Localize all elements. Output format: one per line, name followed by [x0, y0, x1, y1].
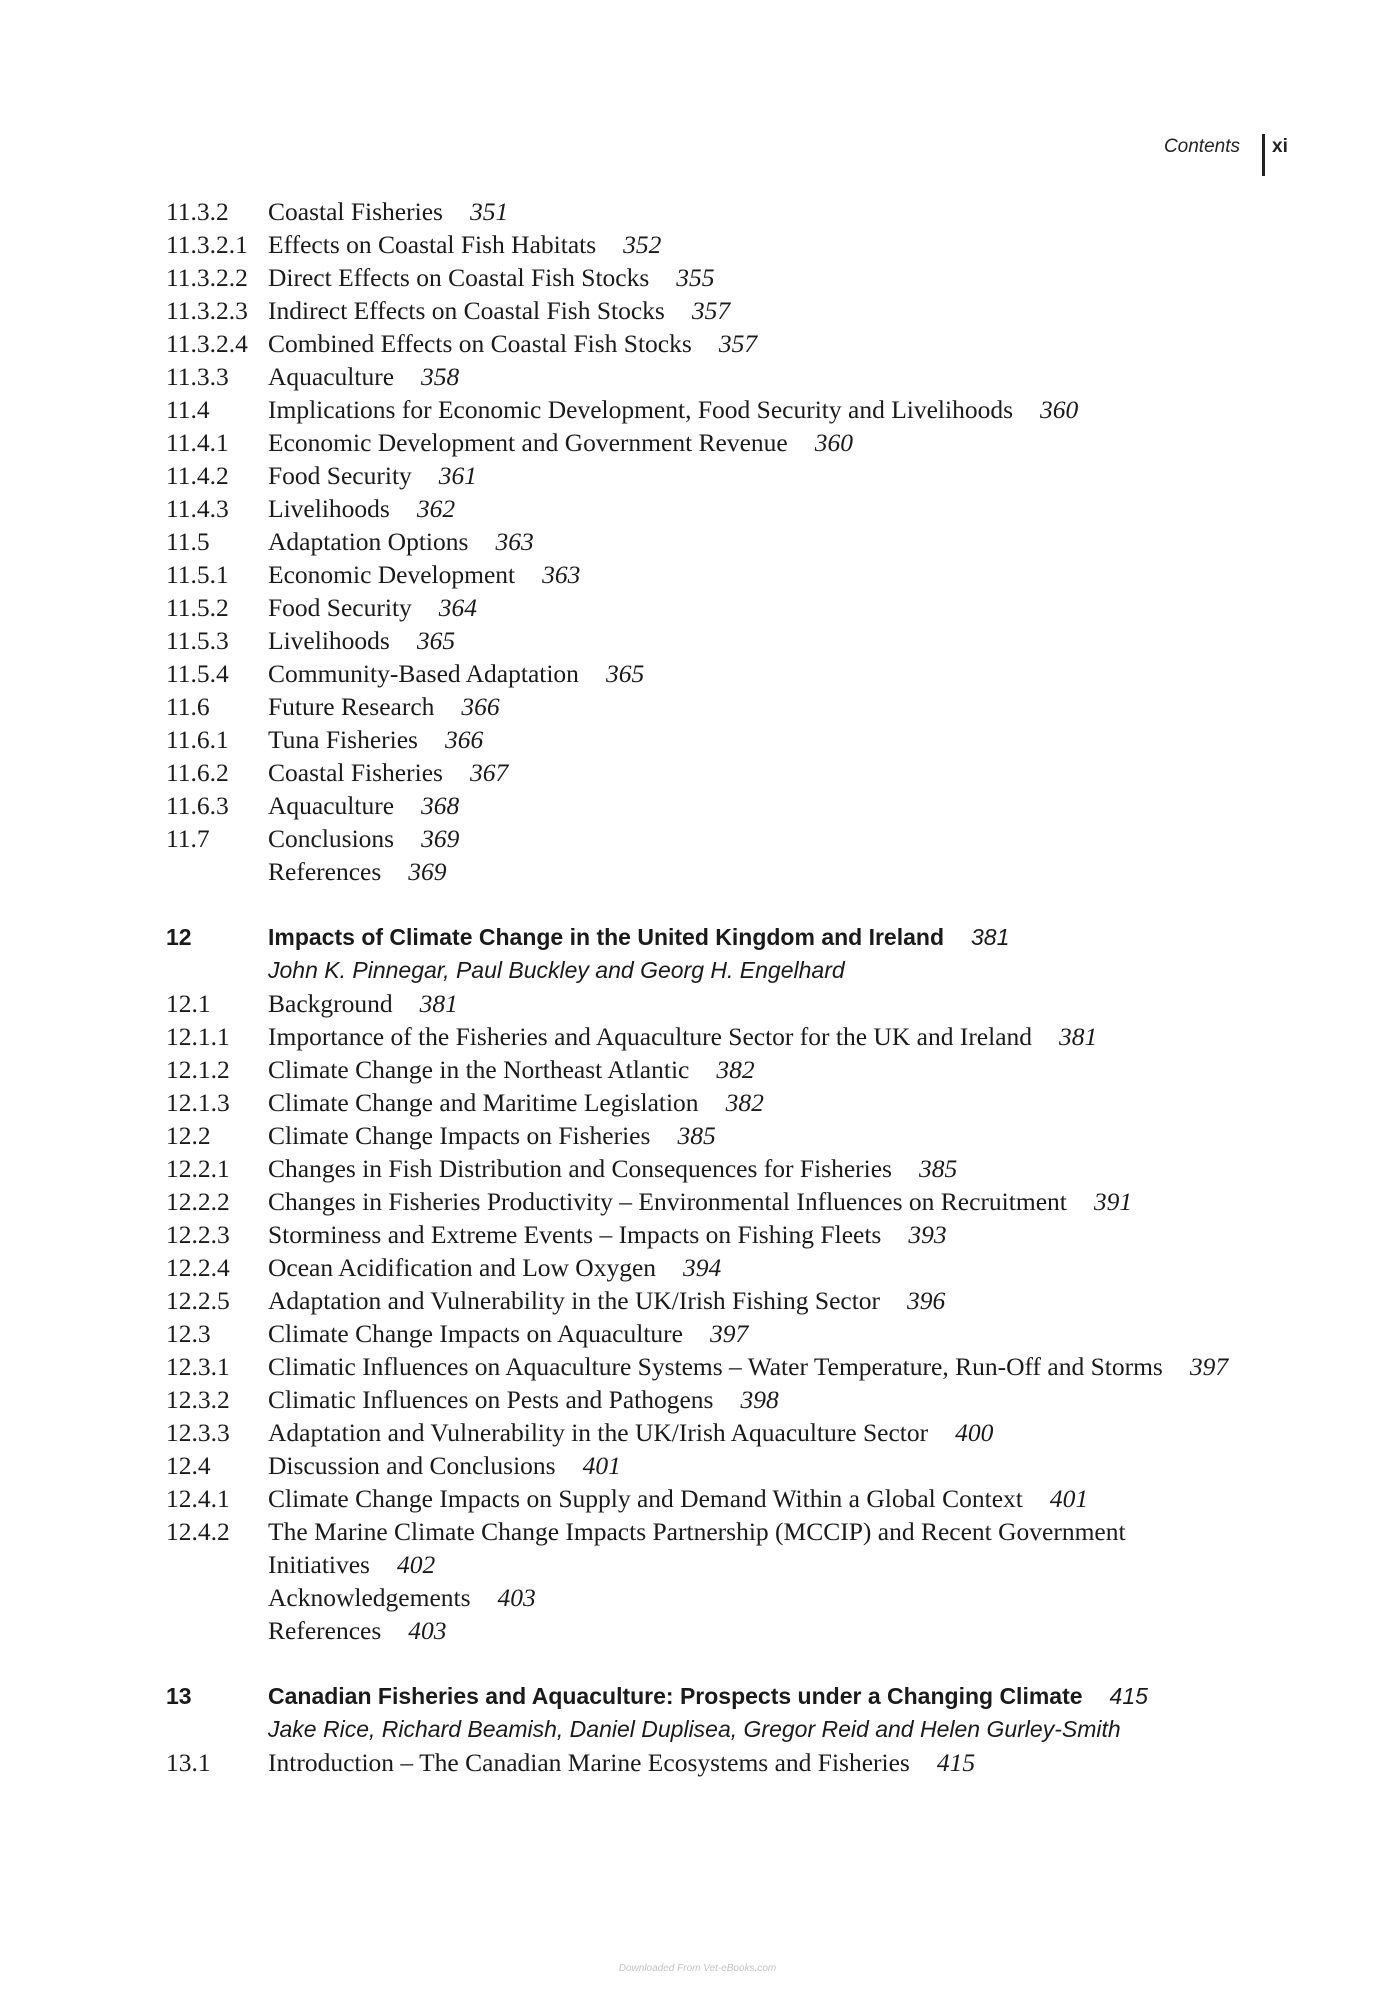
entry-page: 352 — [623, 230, 662, 259]
entry-title: Tuna Fisheries — [268, 725, 418, 754]
entry-title: Livelihoods — [268, 626, 390, 655]
entry-number: 11.6.3 — [166, 791, 229, 820]
entry-page: 361 — [438, 461, 478, 490]
entry-page: 397 — [709, 1319, 749, 1348]
download-watermark: Downloaded From Vet-eBooks.com — [618, 1963, 777, 1974]
toc-entry[interactable] — [166, 1119, 1296, 1152]
toc-entry[interactable] — [166, 1449, 1296, 1482]
entry-title: Economic Development and Government Revenue — [268, 428, 788, 457]
entry-title: Ocean Acidification and Low Oxygen — [268, 1253, 657, 1282]
entry-page: 366 — [444, 725, 484, 754]
entry-page: 382 — [716, 1055, 755, 1084]
entry-title: Aquaculture — [268, 362, 395, 391]
entry-title: Background — [268, 989, 393, 1018]
toc-entry[interactable] — [166, 492, 1296, 525]
entry-number: 11.4.1 — [166, 428, 229, 457]
toc-entry[interactable] — [166, 1317, 1296, 1350]
entry-number: 11.3.2.4 — [166, 329, 248, 358]
entry-number: 12.1 — [166, 989, 211, 1018]
entry-title: References — [268, 1616, 382, 1645]
entry-number: 12.3.2 — [166, 1385, 230, 1414]
chapter-page: 381 — [971, 924, 1010, 950]
entry-number: 12.4 — [166, 1451, 211, 1480]
entry-title: Coastal Fisheries — [268, 758, 443, 787]
toc-entry[interactable] — [166, 393, 1296, 426]
chapter-13-entries — [166, 1746, 1296, 1779]
toc-entry[interactable] — [166, 426, 1296, 459]
entry-number: 12.3.3 — [166, 1418, 230, 1447]
entry-page: 363 — [542, 560, 581, 589]
toc-entry[interactable] — [166, 690, 1296, 723]
entry-page: 385 — [918, 1154, 958, 1183]
entry-number: 11.4.2 — [166, 461, 229, 490]
toc-entry[interactable] — [166, 1482, 1296, 1515]
entry-number: 12.1.1 — [166, 1022, 230, 1051]
entry-title: Combined Effects on Coastal Fish Stocks — [268, 329, 692, 358]
entry-number: 12.3 — [166, 1319, 211, 1348]
entry-title: Conclusions — [268, 824, 395, 853]
entry-number: 11.6.1 — [166, 725, 229, 754]
entry-page: 360 — [814, 428, 853, 457]
chapter-title: Impacts of Climate Change in the United Kingdom and Ireland — [268, 924, 945, 950]
entry-number: 12.1.3 — [166, 1088, 230, 1117]
toc-entry[interactable] — [166, 1746, 1296, 1779]
entry-title: Food Security — [268, 593, 412, 622]
entry-title: Climate Change Impacts on Aquaculture — [268, 1319, 683, 1348]
toc-entry[interactable] — [166, 558, 1296, 591]
entry-page: 362 — [416, 494, 456, 523]
entry-number: 11.3.3 — [166, 362, 229, 391]
entry-title: Economic Development — [268, 560, 516, 589]
chapter-heading-13[interactable] — [166, 1680, 1296, 1713]
toc-entry[interactable] — [166, 789, 1296, 822]
entry-title: Future Research — [268, 692, 435, 721]
toc-entry[interactable] — [166, 1581, 1296, 1614]
entry-number: 11.4 — [166, 395, 210, 424]
entry-page: 357 — [718, 329, 758, 358]
entry-number: 12.2.3 — [166, 1220, 230, 1249]
entry-page: 385 — [677, 1121, 716, 1150]
toc-entry[interactable] — [166, 756, 1296, 789]
toc-entry[interactable] — [166, 1350, 1296, 1383]
entry-number: 11.5.1 — [166, 560, 229, 589]
entry-page: 403 — [408, 1616, 447, 1645]
entry-number: 11.6 — [166, 692, 210, 721]
entry-number: 12.2.1 — [166, 1154, 230, 1183]
entry-page: 366 — [461, 692, 500, 721]
entry-number: 12.2 — [166, 1121, 211, 1150]
entry-page: 369 — [408, 857, 447, 886]
entry-number: 11.4.3 — [166, 494, 229, 523]
toc-entry[interactable] — [166, 261, 1296, 294]
entry-number: 11.7 — [166, 824, 210, 853]
toc-entry[interactable] — [166, 624, 1296, 657]
entry-page: 381 — [1059, 1022, 1098, 1051]
entry-page: 391 — [1093, 1187, 1133, 1216]
entry-title: Food Security — [268, 461, 412, 490]
toc-entry[interactable] — [166, 1614, 1296, 1647]
entry-page: 363 — [495, 527, 534, 556]
entry-title: Community-Based Adaptation — [268, 659, 579, 688]
entry-page: 367 — [469, 758, 509, 787]
entry-number: 11.5.4 — [166, 659, 229, 688]
toc-entry[interactable] — [166, 327, 1296, 360]
entry-page: 351 — [469, 197, 509, 226]
toc-entry[interactable] — [166, 525, 1296, 558]
toc-entry[interactable] — [166, 822, 1296, 855]
toc-entry[interactable] — [166, 1251, 1296, 1284]
running-head-divider — [1262, 134, 1265, 176]
entry-number: 12.4.2 — [166, 1517, 230, 1546]
chapter-number: 12 — [166, 924, 192, 950]
entry-title: Adaptation Options — [268, 527, 469, 556]
entry-title: References — [268, 857, 382, 886]
entry-number: 12.3.1 — [166, 1352, 230, 1381]
entry-title: Climate Change Impacts on Supply and Demand Within a Global Context — [268, 1484, 1023, 1513]
entry-page: 365 — [605, 659, 645, 688]
entry-title: Acknowledgements — [268, 1583, 471, 1612]
entry-title: Aquaculture — [268, 791, 395, 820]
entry-title: Storminess and Extreme Events – Impacts on Fishing Fleets — [268, 1220, 882, 1249]
entry-title: Adaptation and Vulnerability in the UK/Irish Aquaculture Sector — [268, 1418, 929, 1447]
entry-title: Discussion and Conclusions — [268, 1451, 556, 1480]
entry-title: Effects on Coastal Fish Habitats — [268, 230, 597, 259]
entry-number: 12.2.4 — [166, 1253, 230, 1282]
table-of-contents — [166, 195, 1296, 1779]
chapter-authors: John K. Pinnegar, Paul Buckley and Georg H. Engelhard — [268, 957, 845, 983]
chapter-page: 415 — [1109, 1683, 1148, 1709]
running-head — [1130, 130, 1290, 180]
toc-entry[interactable] — [166, 1416, 1296, 1449]
entry-page: 401 — [1049, 1484, 1089, 1513]
entry-page: 358 — [421, 362, 460, 391]
toc-entry[interactable] — [166, 459, 1296, 492]
toc-entry[interactable] — [166, 294, 1296, 327]
running-head-page-number: xi — [1272, 136, 1288, 157]
chapter-11-entries — [166, 195, 1296, 888]
entry-title: Importance of the Fisheries and Aquaculture Sector for the UK and Ireland — [268, 1022, 1033, 1051]
entry-number: 11.3.2 — [166, 197, 229, 226]
entry-page: 400 — [955, 1418, 994, 1447]
toc-entry[interactable] — [166, 1152, 1296, 1185]
entry-page: 398 — [740, 1385, 779, 1414]
entry-number: 12.2.2 — [166, 1187, 230, 1216]
entry-page: 365 — [416, 626, 456, 655]
entry-title: Climate Change in the Northeast Atlantic — [268, 1055, 690, 1084]
toc-entry[interactable] — [166, 195, 1296, 228]
entry-page: 393 — [908, 1220, 947, 1249]
chapter-12-entries — [166, 987, 1296, 1647]
toc-entry[interactable] — [166, 1284, 1296, 1317]
toc-entry[interactable] — [166, 1218, 1296, 1251]
chapter-heading-12[interactable] — [166, 921, 1296, 954]
entry-page: 360 — [1040, 395, 1079, 424]
toc-entry[interactable] — [166, 591, 1296, 624]
toc-entry[interactable] — [166, 987, 1296, 1020]
entry-title: Indirect Effects on Coastal Fish Stocks — [268, 296, 665, 325]
toc-entry[interactable] — [166, 657, 1296, 690]
entry-page: 396 — [907, 1286, 946, 1315]
entry-number: 11.3.2.3 — [166, 296, 248, 325]
entry-number: 13.1 — [166, 1748, 211, 1777]
entry-number: 11.5 — [166, 527, 210, 556]
entry-title: Climatic Influences on Pests and Pathogens — [268, 1385, 714, 1414]
entry-number: 11.3.2.1 — [166, 230, 248, 259]
entry-page: 394 — [683, 1253, 722, 1282]
entry-number: 11.3.2.2 — [166, 263, 248, 292]
entry-page: 403 — [497, 1583, 536, 1612]
entry-title: Changes in Fisheries Productivity – Environmental Influences on Recruitment — [268, 1187, 1067, 1216]
entry-page: 357 — [691, 296, 731, 325]
entry-number: 12.1.2 — [166, 1055, 230, 1084]
entry-title: Climatic Influences on Aquaculture Systems – Water Temperature, Run-Off and Storms — [268, 1352, 1163, 1381]
toc-entry[interactable] — [166, 1515, 1296, 1581]
entry-number: 12.2.5 — [166, 1286, 230, 1315]
entry-title: Implications for Economic Development, Food Security and Livelihoods — [268, 395, 1014, 424]
entry-page: 364 — [438, 593, 478, 622]
entry-page: 401 — [582, 1451, 621, 1480]
toc-entry[interactable] — [166, 1053, 1296, 1086]
entry-title: Changes in Fish Distribution and Consequences for Fisheries — [268, 1154, 892, 1183]
toc-entry[interactable] — [166, 1383, 1296, 1416]
entry-title: Introduction – The Canadian Marine Ecosystems and Fisheries — [268, 1748, 910, 1777]
toc-entry[interactable] — [166, 1185, 1296, 1218]
toc-entry[interactable] — [166, 1086, 1296, 1119]
entry-title: The Marine Climate Change Impacts Partnership (MCCIP) and Recent Government Initiatives — [268, 1517, 1126, 1579]
entry-title: Coastal Fisheries — [268, 197, 443, 226]
entry-page: 382 — [725, 1088, 764, 1117]
toc-entry[interactable] — [166, 1020, 1296, 1053]
entry-title: Climate Change and Maritime Legislation — [268, 1088, 699, 1117]
entry-title: Adaptation and Vulnerability in the UK/Irish Fishing Sector — [268, 1286, 881, 1315]
entry-page: 381 — [419, 989, 458, 1018]
chapter-authors: Jake Rice, Richard Beamish, Daniel Duplisea, Gregor Reid and Helen Gurley-Smith — [268, 1716, 1121, 1742]
entry-page: 355 — [676, 263, 715, 292]
entry-title: Climate Change Impacts on Fisheries — [268, 1121, 651, 1150]
toc-entry[interactable] — [166, 855, 1296, 888]
entry-page: 415 — [936, 1748, 976, 1777]
toc-entry[interactable] — [166, 228, 1296, 261]
entry-number: 11.6.2 — [166, 758, 229, 787]
entry-title: Direct Effects on Coastal Fish Stocks — [268, 263, 650, 292]
entry-page: 397 — [1189, 1352, 1229, 1381]
toc-entry[interactable] — [166, 360, 1296, 393]
chapter-number: 13 — [166, 1683, 192, 1709]
toc-entry[interactable] — [166, 723, 1296, 756]
running-head-label: Contents — [1163, 136, 1240, 157]
entry-page: 369 — [421, 824, 460, 853]
entry-title: Livelihoods — [268, 494, 390, 523]
entry-page: 402 — [396, 1550, 436, 1579]
entry-number: 11.5.3 — [166, 626, 229, 655]
entry-number: 11.5.2 — [166, 593, 229, 622]
chapter-title: Canadian Fisheries and Aquaculture: Prospects under a Changing Climate — [268, 1683, 1083, 1709]
entry-number: 12.4.1 — [166, 1484, 230, 1513]
entry-page: 368 — [421, 791, 460, 820]
